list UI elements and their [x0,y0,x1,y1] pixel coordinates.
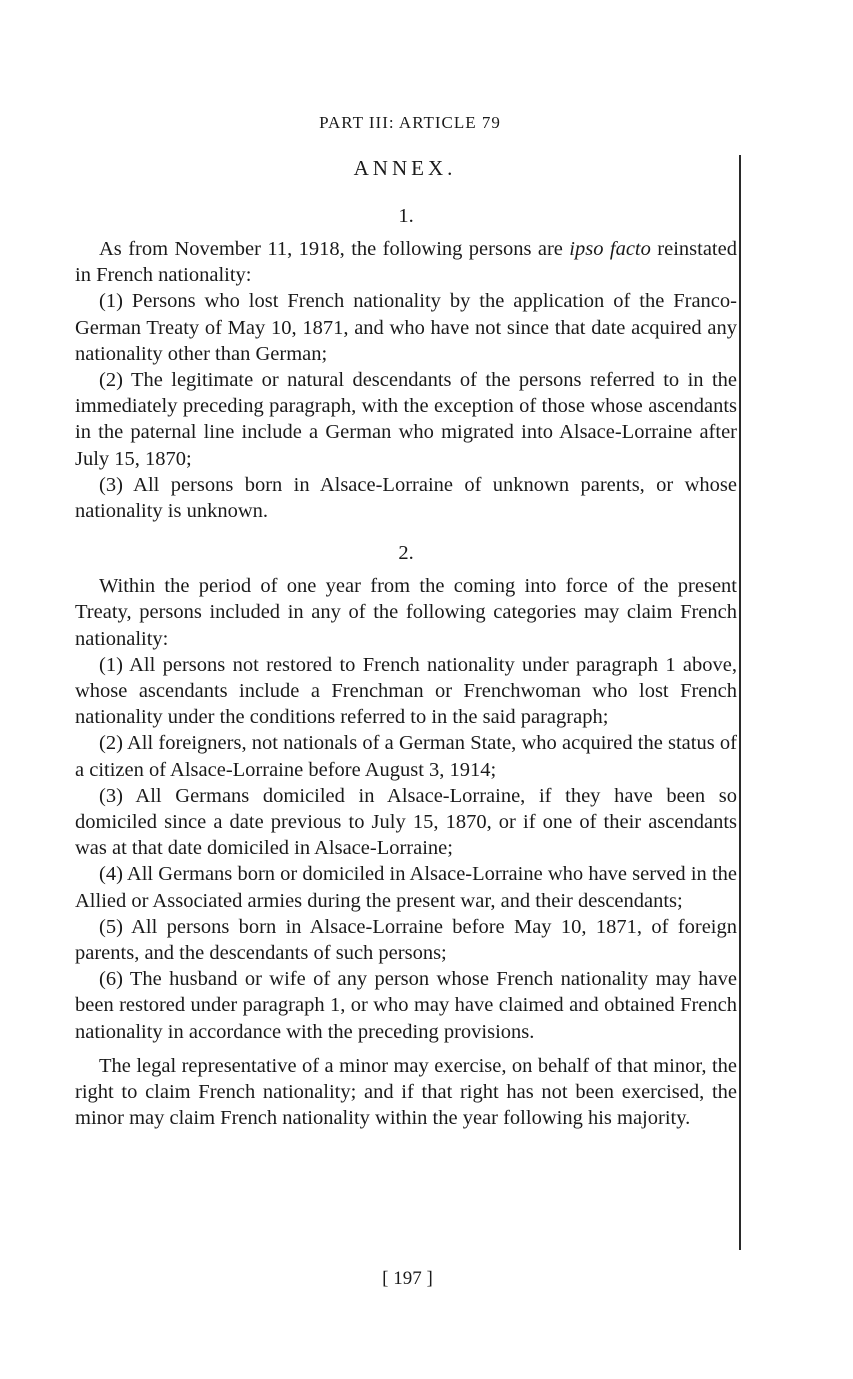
running-header: PART III: ARTICLE 79 [319,113,501,132]
section-number-2: 2. [398,542,414,565]
section-1-intro-start: As from November 11, 1918, the following persons are [99,238,570,260]
annex-body [75,203,737,1132]
section-1-intro-italic: ipso facto [569,238,651,260]
section-1-intro [75,236,737,288]
section-2-item-6: (6) The husband or wife of any person whose French nationality may have been restored under paragraph 1, or who may have claimed and obtained French nationality in accordance with the preceding provisions. [75,968,737,1043]
section-2-intro: Within the period of one year from the coming into force of the present Treaty, persons included in any of the following categories may claim French nationality: [75,575,737,650]
section-1-item-3: (3) All persons born in Alsace-Lorraine of unknown parents, or whose nationality is unknown. [75,473,737,523]
section-2-item-2: (2) All foreigners, not nationals of a German State, who acquired the status of a citizen of Alsace-Lorraine before August 3, 1914; [75,732,737,781]
section-1-intro-end: reinstated in French nationality: [75,238,737,287]
section-2-item-3: (3) All Germans domiciled in Alsace-Lorraine, if they have been so domiciled since a date previous to July 15, 1870, or if one of their ascendants was at that date domiciled in Alsace-Lorraine; [75,784,737,860]
annex-title: ANNEX. [353,156,457,180]
page-number: [ 197 ] [382,1268,433,1289]
section-2-closing: The legal representative of a minor may exercise, on behalf of that minor, the right to claim French nationality; and if that right has not been exercised, the minor may claim French nationality within the year following his majority. [75,1054,737,1130]
section-2-item-4: (4) All Germans born or domiciled in Alsace-Lorraine who have served in the Allied or Associated armies during the present war, and their descendants; [75,863,737,912]
section-1-item-1: (1) Persons who lost French nationality by the application of the Franco-German Treaty of May 10, 1871, and who have not since that date acquired any nationality other than German; [75,290,737,365]
section-2-item-5: (5) All persons born in Alsace-Lorraine before May 10, 1871, of foreign parents, and the descendants of such persons; [75,915,737,965]
margin-rule [739,155,741,1250]
section-number-1: 1. [398,205,414,227]
section-2-item-1: (1) All persons not restored to French nationality under paragraph 1 above, whose ascendants include a Frenchman or Frenchwoman who lost French nationality under the conditions referred to in the said paragraph; [75,653,737,729]
section-1-item-2: (2) The legitimate or natural descendants of the persons referred to in the immediately preceding paragraph, with the exception of those whose ascendants in the paternal line include a German who migrated into Alsace-Lorraine after July 15, 1870; [75,369,737,470]
